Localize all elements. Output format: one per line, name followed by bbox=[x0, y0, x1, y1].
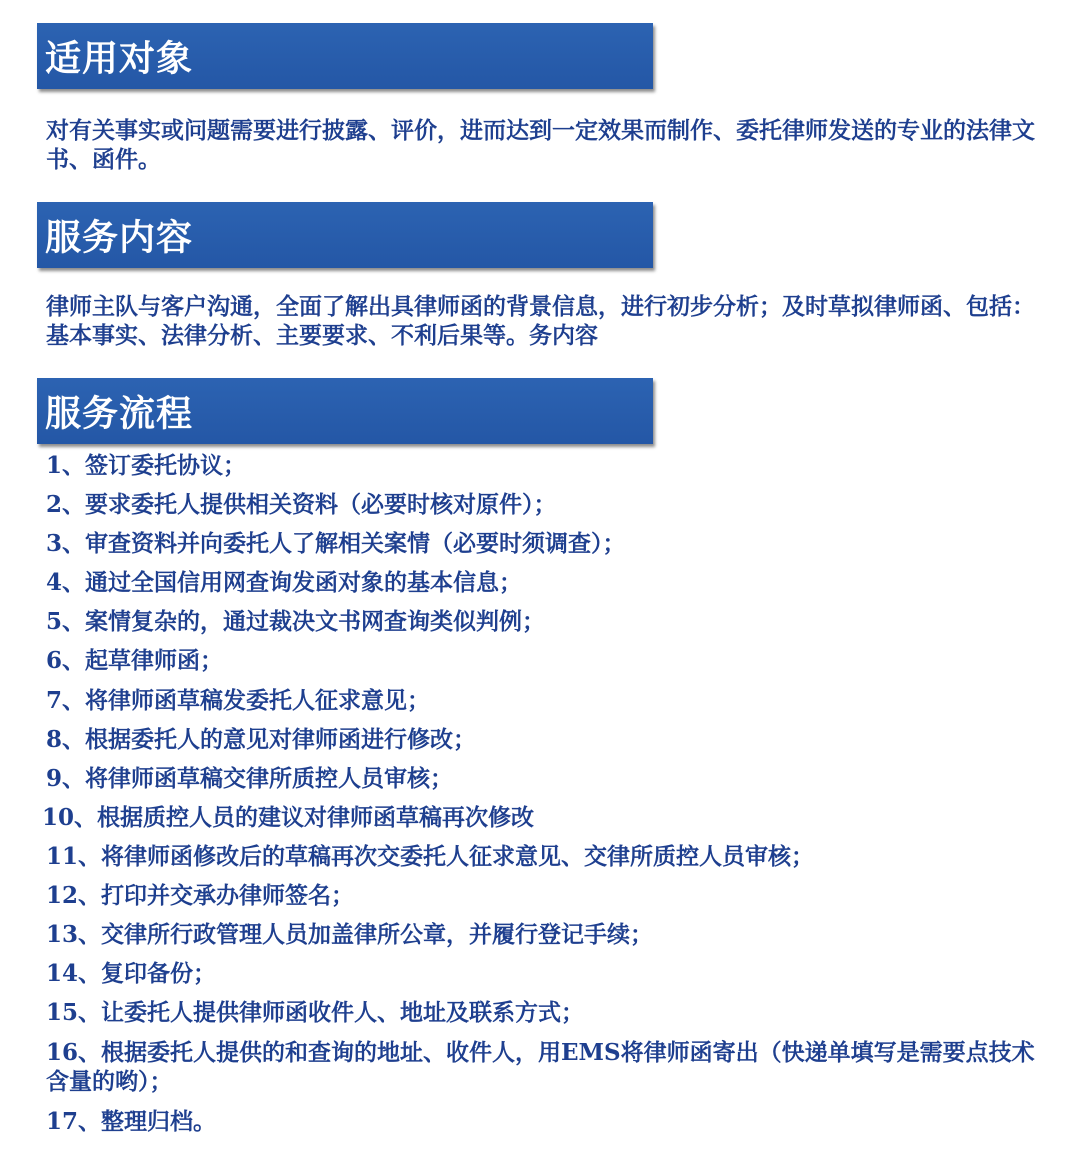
process-step: 5、案情复杂的，通过裁决文书网查询类似判例； bbox=[46, 608, 546, 636]
section-text-service-content: 律师主队与客户沟通，全面了解出具律师函的背景信息，进行初步分析；及时草拟律师函、包括：基本事实、法律分析、主要要求、不利后果等。务内容 bbox=[46, 293, 1035, 349]
section-title: 服务内容 bbox=[45, 216, 194, 259]
process-step: 1、签订委托协议； bbox=[46, 452, 247, 479]
process-step: 3、审查资料并向委托人了解相关案情（必要时须调查）； bbox=[46, 530, 626, 558]
section-title: 适用对象 bbox=[45, 37, 194, 80]
process-step: 9、将律师函草稿交律所质控人员审核； bbox=[46, 764, 454, 792]
process-step: 14、复印备份； bbox=[46, 960, 217, 988]
process-steps-list bbox=[42, 452, 1036, 1147]
process-step: 17、整理归档。 bbox=[46, 1107, 217, 1135]
process-step: 15、让委托人提供律师函收件人、地址及联系方式； bbox=[46, 999, 585, 1027]
process-step: 11、将律师函修改后的草稿再次交委托人征求意见、交律所质控人员审核； bbox=[46, 842, 815, 870]
process-step: 16、根据委托人提供的和查询的地址、收件人，用EMS将律师函寄出（快递单填写是需要点技术含量的哟）； bbox=[46, 1039, 1035, 1096]
process-step: 6、起草律师函； bbox=[46, 647, 224, 675]
section-banner-service-content bbox=[37, 202, 653, 268]
section-banner-applicable bbox=[37, 23, 653, 89]
process-step: 8、根据委托人的意见对律师函进行修改； bbox=[46, 725, 477, 753]
section-title: 服务流程 bbox=[45, 392, 194, 435]
process-step: 13、交律所行政管理人员加盖律所公章，并履行登记手续； bbox=[46, 921, 654, 949]
process-step: 4、通过全国信用网查询发函对象的基本信息； bbox=[46, 569, 523, 597]
section-banner-service-process bbox=[37, 378, 653, 444]
process-step: 10、根据质控人员的建议对律师函草稿再次修改 bbox=[42, 803, 535, 831]
section-text-applicable: 对有关事实或问题需要进行披露、评价，进而达到一定效果而制作、委托律师发送的专业的法律文书、函件。 bbox=[46, 117, 1035, 173]
process-step: 12、打印并交承办律师签名； bbox=[46, 882, 355, 910]
process-step: 7、将律师函草稿发委托人征求意见； bbox=[46, 686, 431, 714]
process-step: 2、要求委托人提供相关资料（必要时核对原件）； bbox=[46, 491, 557, 519]
